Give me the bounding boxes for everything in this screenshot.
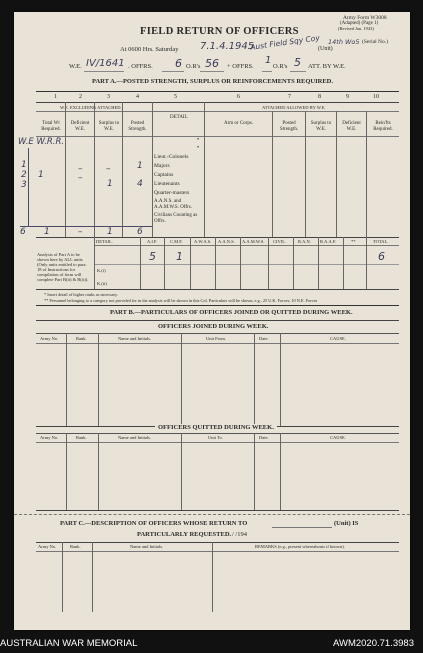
we-handwritten: IV/1641 <box>86 58 125 69</box>
part-a-heading: PART A.—POSTED STRENGTH, SURPLUS OR REINFORCEMENTS REQUIRED. <box>92 78 333 85</box>
c-col-name: Name and Initials. <box>130 544 164 549</box>
joined-col-name: Name and Initials. <box>118 336 152 341</box>
plus-offrs-label: + OFFRS. <box>227 63 254 70</box>
hdr-reinforcements: Rein'fts Required. <box>373 121 393 132</box>
hw-total-3: – <box>78 227 83 237</box>
hw-c4-r3: 4 <box>137 179 143 189</box>
an-head-ran: R.A.N. <box>298 239 311 244</box>
form-ref-2: (Adapted) (Page 1) <box>340 21 379 26</box>
an-head-other: ** <box>351 239 356 244</box>
plus-ors-label: O.R's <box>273 63 288 70</box>
joined-col-armyno: Army No. <box>40 336 59 341</box>
joined-col-cause: CAUSE. <box>330 336 346 341</box>
rank-lt-col: Lieut.-Colonels <box>154 154 189 160</box>
hdr-total-required: Total Wt Required. <box>41 121 61 132</box>
an-hw-cmf: 1 <box>176 250 183 263</box>
offrs-label: . OFFRS. <box>128 63 153 70</box>
c-col-rank: Rank. <box>70 544 81 549</box>
plus-offrs-handwritten: 1 <box>265 55 272 66</box>
quitted-col-armyno: Army No. <box>40 435 59 440</box>
at-hours-label: At 0600 Hrs. Saturday <box>120 46 179 53</box>
hdr-att-surplus: Surplus to W.E. <box>310 121 332 132</box>
part-c-unit-label: (Unit) IS <box>334 520 359 527</box>
att-label: ATT. BY W.E. <box>308 63 346 70</box>
col-num-7: 7 <box>288 94 291 100</box>
c-col-remarks: REMARKS (e.g., present whereabouts if known). <box>255 544 345 549</box>
an-head-aans: A.A.N.S. <box>218 239 235 244</box>
col-num-9: 9 <box>346 94 349 100</box>
footer-credit: AUSTRALIAN WAR MEMORIAL <box>0 638 138 649</box>
quitted-col-rank: Rank. <box>76 435 87 440</box>
hdr-surplus: Surplus to W.E. <box>98 121 120 132</box>
hw-c1-r2: 2 <box>21 170 27 180</box>
joined-col-rank: Rank. <box>76 336 87 341</box>
joined-title: OFFICERS JOINED DURING WEEK. <box>158 323 269 330</box>
an-head-civil: CIVIL. <box>273 239 287 244</box>
part-b-heading: PART B.—PARTICULARS OF OFFICERS JOINED OR QUITTED DURING WEEK. <box>110 309 353 316</box>
rank-civilians: Civilians Counting as Offrs. <box>154 213 198 224</box>
quitted-col-unit: Unit To. <box>208 435 223 440</box>
quitted-col-date: Date. <box>259 435 269 440</box>
ors-handwritten: 56 <box>205 57 219 70</box>
part-c-requested: PARTICULARLY REQUESTED. <box>137 531 232 538</box>
rank-lieutenants: Lieutenants <box>154 181 180 187</box>
joined-col-unit: Unit From. <box>206 336 227 341</box>
hw-c2-r1: – <box>78 164 83 174</box>
hw-c3-r1: – <box>106 164 111 174</box>
an-head-raaf: R.A.A.F. <box>320 239 337 244</box>
col-num-4: 4 <box>136 94 139 100</box>
hdr-detail: DETAIL <box>170 115 188 120</box>
col-num-6: 6 <box>237 94 240 100</box>
unit-handwritten: Aust Field Sqy Coy <box>249 33 321 52</box>
offrs-handwritten: 6 <box>175 57 182 70</box>
attached-allowed-header: ATTACHED ALLOWED BY W.E. <box>262 105 326 110</box>
date-handwritten: 7.1.4.1945 <box>200 41 255 52</box>
part-c-heading: PART C.—DESCRIPTION OF OFFICERS WHOSE RETURN TO <box>60 520 248 527</box>
c-col-armyno: Army No. <box>38 544 57 549</box>
an-head-detail: DETAIL. <box>96 239 114 244</box>
unit-label: (Unit) <box>318 46 333 52</box>
handwritten-we-wrr: W.E W.R.R. <box>18 137 65 147</box>
serial-label: (Serial No.) <box>362 39 388 45</box>
an-head-aamws: A.A.M.W.S. <box>242 239 265 244</box>
quitted-col-name: Name and Initials. <box>118 435 152 440</box>
we-label: W.E. <box>69 63 82 70</box>
plus-ors-handwritten: 5 <box>294 56 301 69</box>
rank-quartermasters: Quarter-masters <box>154 190 190 196</box>
hw-c1b-r2: 1 <box>38 170 44 180</box>
footnote-1: * Insert detail of higher ranks as necessary. <box>44 292 118 297</box>
hw-c4-r2: 1 <box>107 179 113 189</box>
footer-accession: AWM2020.71.3983 <box>333 638 414 649</box>
hw-total-2: 1 <box>44 227 50 237</box>
hw-c1-r1: 1 <box>21 160 27 170</box>
form-title: FIELD RETURN OF OFFICERS <box>140 26 299 37</box>
hdr-posted-strength: Posted Strength. <box>128 121 147 132</box>
part-c-date-line: / /194 <box>232 531 247 538</box>
hdr-deficient: Deficient W.E. <box>70 121 90 132</box>
we-excluding-header: W.E. EXCLUDING ATTACHED. <box>60 105 122 110</box>
hw-c4-r1: 1 <box>137 161 143 171</box>
quitted-col-cause: CAUSE. <box>330 435 346 440</box>
hw-total-5: 6 <box>137 227 143 237</box>
analysis-note: Analysis of Part A to be shown here by ALL units (Only units entitled to para. 18 of Instructions for compilation of form will complete Part B(ii) & B(ii)). <box>37 252 89 282</box>
an-head-awas: A.W.A.S. <box>194 239 212 244</box>
hw-c2-r2: – <box>78 173 83 183</box>
an-hw-total: 6 <box>378 250 385 263</box>
col-num-3: 3 <box>107 94 110 100</box>
form-ref-3: (Revised Jan. 1943) <box>338 26 374 31</box>
hw-c1-r3: 3 <box>21 180 27 190</box>
an-row-kii: K.(ii) <box>97 281 107 286</box>
hw-total-4: 1 <box>107 227 113 237</box>
an-head-total: TOTAL. <box>373 239 389 244</box>
an-hw-aif: 5 <box>149 250 156 263</box>
quitted-title: OFFICERS QUITTED DURING WEEK. <box>155 424 277 431</box>
col-num-10: 10 <box>373 94 379 100</box>
hdr-att-deficient: Deficient W.E. <box>342 121 361 132</box>
hdr-att-posted: Posted Strength. <box>279 121 299 132</box>
hw-total-1: 6 <box>20 227 26 237</box>
joined-col-date: Date. <box>259 336 269 341</box>
col-num-2: 2 <box>79 94 82 100</box>
rank-captains: Captains <box>154 172 174 178</box>
an-row-ki: K.(i) <box>97 268 106 273</box>
rank-aans: A.A.N.S. and A.A.M.W.S. Offrs. <box>154 199 192 210</box>
rank-majors: Majors <box>154 163 170 169</box>
ors-label: O.R's <box>186 63 201 70</box>
an-head-aif: A.I.F. <box>147 239 158 244</box>
col-num-1: 1 <box>54 94 57 100</box>
form-ref-1: Army Form W3008 <box>343 15 387 21</box>
footnote-2: ** Personnel belonging to a category not provided for in the analysis will be shown in this Col. Particulars will be shown, e.g., 25 U.K. Forces; 10 N.E. Forces <box>44 298 318 303</box>
col-num-5: 5 <box>174 94 177 100</box>
hdr-arm-corps: Arm or Corps. <box>223 121 254 126</box>
col-num-8: 8 <box>318 94 321 100</box>
an-head-cmf: C.M.F. <box>170 239 183 244</box>
serial-handwritten: 14th Wo5 <box>328 38 360 46</box>
